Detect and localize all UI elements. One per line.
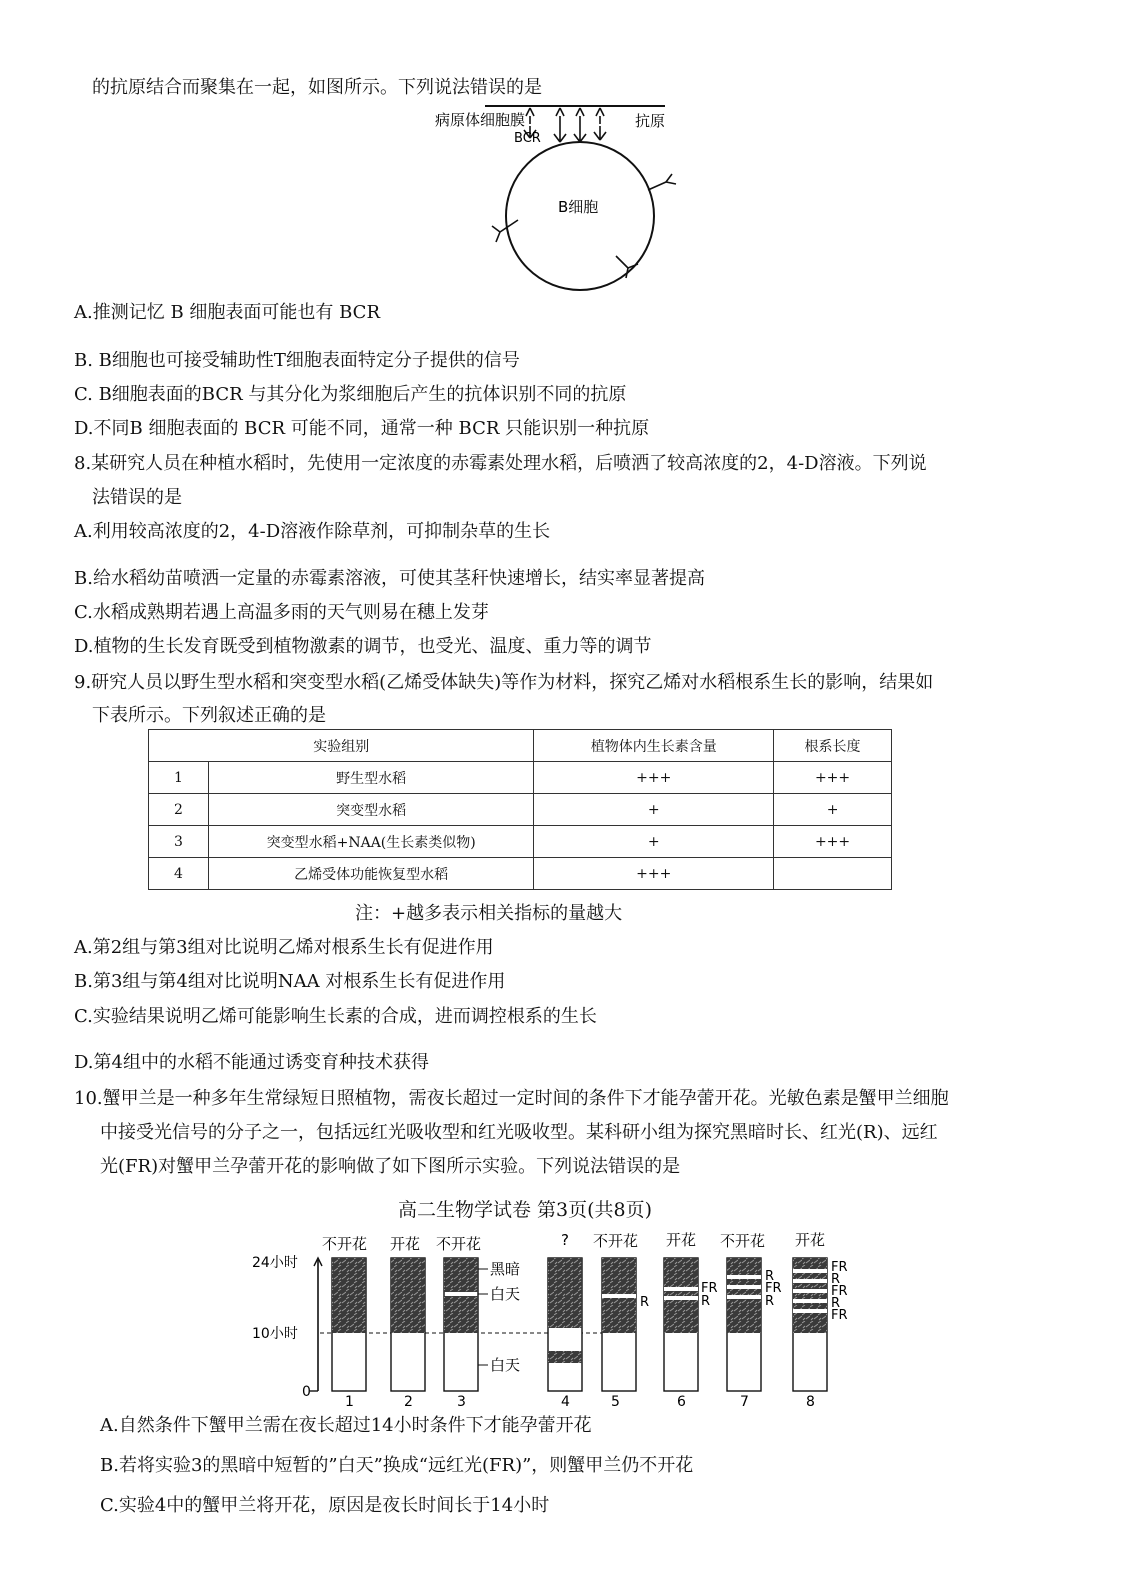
table-cell: 突变型水稻+NAA(生长素类似物) xyxy=(208,826,534,858)
table-cell: +++ xyxy=(774,826,892,858)
q10-option-c: C.实验4中的蟹甲兰将开花，原因是夜长时间长于14小时 xyxy=(100,1495,550,1516)
result-label-8: 开花 xyxy=(795,1231,826,1249)
q9-stem-line2: 下表所示。下列叙述正确的是 xyxy=(92,705,326,726)
q9-option-d: D.第4组中的水稻不能通过诱变育种技术获得 xyxy=(74,1052,429,1073)
table-cell: 1 xyxy=(149,762,209,794)
light-label-5-r: R xyxy=(640,1295,650,1310)
result-label-3: 不开花 xyxy=(436,1235,482,1253)
q7-option-d: D.不同B 细胞表面的 BCR 可能不同，通常一种 BCR 只能识别一种抗原 xyxy=(74,418,650,439)
page-footer: 高二生物学试卷 第3页(共8页) xyxy=(398,1199,653,1221)
legend-day-upper: 白天 xyxy=(490,1285,521,1303)
table-cell: 突变型水稻 xyxy=(208,794,534,826)
light-label-8-fr2: FR xyxy=(831,1284,848,1299)
q9-stem-line1: 9.研究人员以野生型水稻和突变型水稻(乙烯受体缺失)等作为材料，探究乙烯对水稻根系生长的影响，结果如 xyxy=(74,672,934,693)
table-cell: 4 xyxy=(149,858,209,890)
table-header-row xyxy=(149,730,892,762)
experiment-bar-5 xyxy=(602,1258,636,1391)
q7-option-c: C. B细胞表面的BCR 与其分化为浆细胞后产生的抗体识别不同的抗原 xyxy=(74,384,627,405)
table-cell: +++ xyxy=(534,762,774,794)
result-label-4: ? xyxy=(561,1231,569,1249)
q8-stem-line1: 8.某研究人员在种植水稻时，先使用一定浓度的赤霉素处理水稻，后喷洒了较高浓度的2，4-D溶液。下列说 xyxy=(74,453,927,474)
membrane-label: 病原体细胞膜 xyxy=(435,111,526,129)
light-label-7-fr: FR xyxy=(765,1281,782,1296)
q10-stem-line2: 中接受光信号的分子之一，包括远红光吸收型和红光吸收型。某科研小组为探究黑暗时长、红光(R)、远红 xyxy=(100,1122,938,1143)
experiment-bar-3 xyxy=(444,1258,478,1391)
legend-dark: 黑暗 xyxy=(490,1260,521,1278)
experiment-number-4: 4 xyxy=(561,1394,570,1410)
q9-option-b: B.第3组与第4组对比说明NAA 对根系生长有促进作用 xyxy=(74,971,506,992)
light-label-6-r: R xyxy=(701,1294,711,1309)
table-cell: + xyxy=(774,794,892,826)
light-label-7-r2: R xyxy=(765,1294,775,1309)
q7-option-a: A.推测记忆 B 细胞表面可能也有 BCR xyxy=(74,302,380,323)
q7-option-b: B. B细胞也可接受辅助性T细胞表面特定分子提供的信号 xyxy=(74,350,520,371)
q10-stem-line1: 10.蟹甲兰是一种多年生常绿短日照植物，需夜长超过一定时间的条件下才能孕蕾开花。光敏色素是蟹甲兰细胞 xyxy=(74,1088,949,1109)
q8-option-b: B.给水稻幼苗喷洒一定量的赤霉素溶液，可使其茎秆快速增长，结实率显著提高 xyxy=(74,568,705,589)
table-row xyxy=(149,858,892,890)
table-cell: 3 xyxy=(149,826,209,858)
experiment-bar-1 xyxy=(332,1258,366,1391)
bcr-label: BCR xyxy=(514,131,541,146)
experiment-number-6: 6 xyxy=(677,1394,686,1410)
q10-option-a: A.自然条件下蟹甲兰需在夜长超过14小时条件下才能孕蕾开花 xyxy=(100,1415,592,1436)
table-cell: 野生型水稻 xyxy=(208,762,534,794)
b-cell-figure xyxy=(420,98,680,298)
light-label-8-fr1: FR xyxy=(831,1260,848,1275)
table-cell: 乙烯受体功能恢复型水稻 xyxy=(208,858,534,890)
y-label-10h: 10小时 xyxy=(252,1326,298,1342)
experiment-number-8: 8 xyxy=(806,1394,815,1410)
q9-table-note: 注：+越多表示相关指标的量越大 xyxy=(355,903,623,924)
q8-stem-line2: 法错误的是 xyxy=(92,487,182,508)
legend-pointers xyxy=(478,1269,488,1365)
legend-day-lower: 白天 xyxy=(490,1356,521,1374)
experiment-bar-2 xyxy=(391,1258,425,1391)
result-label-6: 开花 xyxy=(666,1231,697,1249)
table-header: 根系长度 xyxy=(774,730,892,762)
q8-option-c: C.水稻成熟期若遇上高温多雨的天气则易在穗上发芽 xyxy=(74,602,489,623)
experiment-bar-8 xyxy=(793,1258,827,1391)
experiment-number-2: 2 xyxy=(404,1394,413,1410)
experiment-bar-6 xyxy=(664,1258,698,1391)
experiment-number-3: 3 xyxy=(457,1394,466,1410)
experiment-table xyxy=(148,729,892,890)
q9-option-a: A.第2组与第3组对比说明乙烯对根系生长有促进作用 xyxy=(74,937,494,958)
result-label-7: 不开花 xyxy=(720,1232,766,1250)
y-label-24h: 24小时 xyxy=(252,1255,298,1271)
light-label-6-fr: FR xyxy=(701,1281,718,1296)
q8-option-a: A.利用较高浓度的2，4-D溶液作除草剂，可抑制杂草的生长 xyxy=(74,521,551,542)
table-cell: +++ xyxy=(774,762,892,794)
light-label-7-r1: R xyxy=(765,1269,775,1284)
q10-stem-line3: 光(FR)对蟹甲兰孕蕾开花的影响做了如下图所示实验。下列说法错误的是 xyxy=(100,1156,681,1177)
antigen-label: 抗原 xyxy=(635,112,666,130)
photoperiod-figure xyxy=(250,1225,880,1410)
q10-option-b: B.若将实验3的黑暗中短暂的”白天”换成“远红光(FR)”，则蟹甲兰仍不开花 xyxy=(100,1455,694,1476)
table-cell: 2 xyxy=(149,794,209,826)
q9-option-c: C.实验结果说明乙烯可能影响生长素的合成，进而调控根系的生长 xyxy=(74,1006,597,1027)
light-label-8-r1: R xyxy=(831,1272,841,1287)
table-cell: +++ xyxy=(534,858,774,890)
experiment-number-1: 1 xyxy=(345,1394,354,1410)
table-row xyxy=(149,762,892,794)
table-row xyxy=(149,826,892,858)
experiment-bar-7 xyxy=(727,1258,761,1391)
experiment-number-5: 5 xyxy=(611,1394,620,1410)
bcr-receptors xyxy=(492,174,676,278)
light-label-8-r2: R xyxy=(831,1296,841,1311)
table-row xyxy=(149,794,892,826)
y-label-0: 0 xyxy=(302,1384,311,1400)
result-label-2: 开花 xyxy=(390,1235,421,1253)
light-label-8-fr3: FR xyxy=(831,1308,848,1323)
table-cell: + xyxy=(534,826,774,858)
b-cell-membrane xyxy=(506,142,654,290)
experiment-number-7: 7 xyxy=(740,1394,749,1410)
result-label-1: 不开花 xyxy=(322,1235,368,1253)
table-cell xyxy=(774,858,892,890)
result-label-5: 不开花 xyxy=(593,1232,639,1250)
q8-option-d: D.植物的生长发育既受到植物激素的调节，也受光、温度、重力等的调节 xyxy=(74,636,652,657)
q7-stem-end: 的抗原结合而聚集在一起，如图所示。下列说法错误的是 xyxy=(92,77,542,98)
b-cell-label: B细胞 xyxy=(558,198,599,216)
table-header: 植物体内生长素含量 xyxy=(534,730,774,762)
table-header: 实验组别 xyxy=(149,730,534,762)
experiment-bar-4 xyxy=(548,1258,582,1391)
table-cell: + xyxy=(534,794,774,826)
